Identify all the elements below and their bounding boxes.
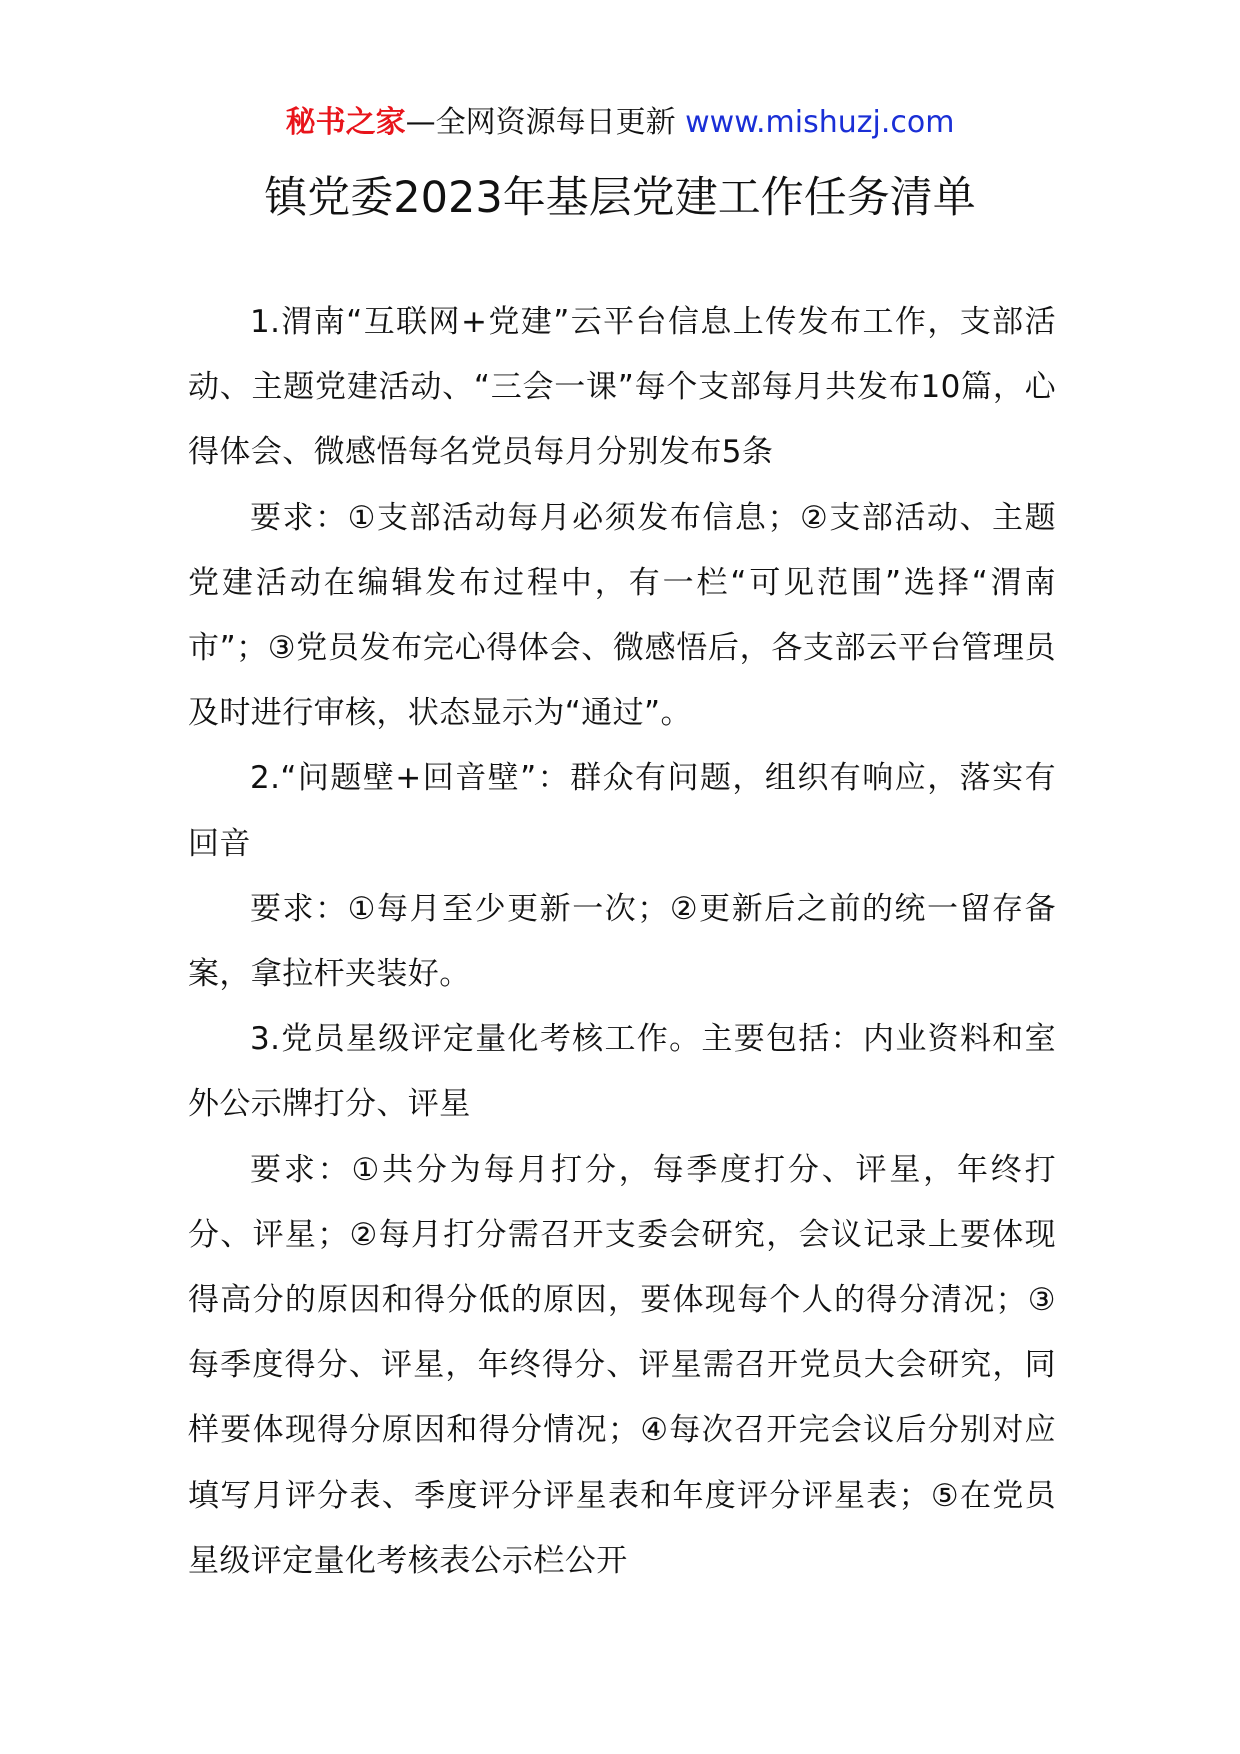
site-header (0, 100, 1240, 146)
document-body (188, 290, 1056, 1594)
document-title: 镇党委2023年基层党建工作任务清单 (264, 173, 976, 223)
paragraph-item-1: 1.渭南“互联网+党建”云平台信息上传发布工作，支部活动、主题党建活动、“三会一课”每个支部每月共发布10篇，心得体会、微感悟每名党员每月分别发布5条 (188, 304, 1056, 471)
paragraph-requirements-3: 要求：①共分为每月打分，每季度打分、评星，年终打分、评星；②每月打分需召开支委会研究，会议记录上要体现得高分的原因和得分低的原因，要体现每个人的得分清况；③每季度得分、评星，年终得分、评星需召开党员大会研究，同样要体现得分原因和得分情况；④每次召开完会议后分别对应填写月评分表、季度评分评星表和年度评分评星表；⑤在党员星级评定量化考核表公示栏公开 (188, 1151, 1056, 1579)
paragraph-requirements-1: 要求：①支部活动每月必须发布信息；②支部活动、主题党建活动在编辑发布过程中，有一栏“可见范围”选择“渭南市”；③党员发布完心得体会、微感悟后，各支部云平台管理员及时进行审核，状态显示为“通过”。 (188, 499, 1056, 732)
paragraph-item-2: 2.“问题壁+回音壁”：群众有问题，组织有响应，落实有回音 (188, 760, 1056, 862)
brand-name: 秘书之家 (285, 105, 406, 140)
paragraph-requirements-2: 要求：①每月至少更新一次；②更新后之前的统一留存备案，拿拉杆夹装好。 (188, 890, 1056, 993)
paragraph-item-3: 3.党员星级评定量化考核工作。主要包括：内业资料和室外公示牌打分、评星 (188, 1021, 1056, 1123)
site-url-link[interactable]: www.mishuzj.com (685, 105, 955, 140)
header-tagline: —全网资源每日更新 (405, 105, 686, 140)
